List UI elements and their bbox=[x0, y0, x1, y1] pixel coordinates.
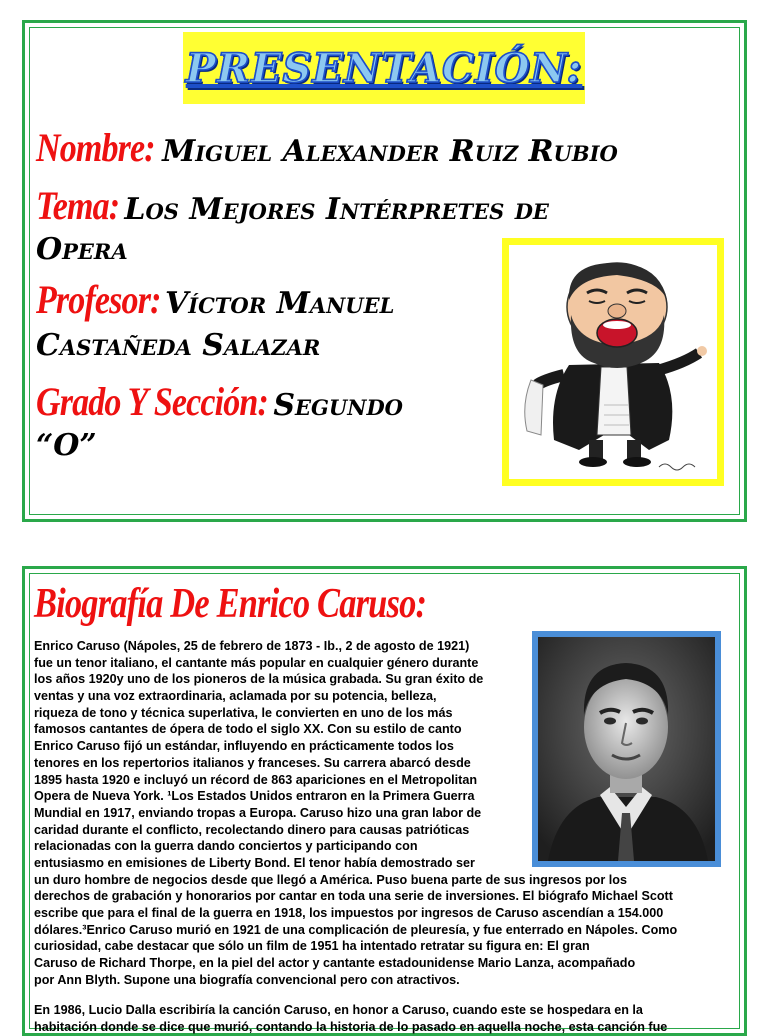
topic-label: Tema: bbox=[36, 183, 120, 228]
bio-line: ventas y una voz extraordinaria, aclamada por su potencia, belleza, bbox=[34, 689, 437, 704]
bio-line: fue un tenor italiano, el cantante más popular en cualquier género durante bbox=[34, 655, 479, 670]
topic-row bbox=[36, 182, 549, 229]
grade-value: Segundo bbox=[273, 388, 403, 423]
bio-line: Mundial en 1917, enviando tropas a Europa. Caruso hizo una gran labor de bbox=[34, 805, 482, 820]
bio-line: relacionadas con la guerra dando conciertos y participando con bbox=[34, 839, 418, 854]
biography-paragraph-1 bbox=[34, 638, 734, 988]
bio-line: por Ann Blyth. Supone una biografía convencional pero con atractivos. bbox=[34, 972, 460, 987]
bio-line: escribe que para el final de la guerra en 1918, los impuestos por ingresos de Caruso ascendían a 154.000 bbox=[34, 906, 664, 920]
teacher-value: Víctor Manuel bbox=[164, 286, 395, 321]
presentation-banner bbox=[183, 32, 585, 104]
bio-line: En 1986, Lucio Dalla escribiría la canción Caruso, en honor a Caruso, cuando este se hospedara en la bbox=[34, 1003, 643, 1017]
teacher-value-cont: Castañeda Salazar bbox=[36, 328, 321, 363]
grade-value-cont: “O” bbox=[36, 428, 97, 463]
bio-line: 1895 hasta 1920 e incluyó un récord de 863 apariciones en el Metropolitan bbox=[34, 772, 478, 787]
name-row bbox=[36, 124, 618, 171]
bio-line: Enrico Caruso fijó un estándar, influyendo en prácticamente todos los bbox=[34, 739, 454, 754]
singer-caricature-illustration bbox=[509, 245, 717, 479]
bio-line: un duro hombre de negocios desde que llegó a América. Puso buena parte de sus ingresos por los bbox=[34, 872, 627, 887]
bio-line: Caruso de Richard Thorpe, en la piel del actor y cantante estadounidense Mario Lanza, acompañado bbox=[34, 956, 636, 971]
biography-paragraph-2 bbox=[34, 1002, 734, 1035]
bio-line: habitación donde se dice que murió, contando la historia de lo pasado en aquella noche, esta canción fue bbox=[34, 1019, 668, 1034]
bio-line: entusiasmo en emisiones de Liberty Bond. El tenor había demostrado ser bbox=[34, 855, 475, 870]
presentation-title: PRESENTACIÓN: bbox=[185, 44, 583, 92]
topic-value-cont: Opera bbox=[36, 232, 128, 267]
name-value: Miguel Alexander Ruiz Rubio bbox=[162, 134, 618, 169]
bio-line: derechos de grabación y honorarios por cantar en toda una serie de inversiones. El biógrafo Michael Scott bbox=[34, 889, 673, 904]
bio-line: tenores en los repertorios italianos y franceses. Su carrera abarcó desde bbox=[34, 755, 471, 770]
bio-line: caridad durante el conflicto, recolectando dinero para causas patrióticas bbox=[34, 822, 470, 837]
grade-label: Grado Y Sección: bbox=[36, 379, 268, 424]
teacher-row-2 bbox=[36, 328, 320, 363]
caricature-image bbox=[502, 238, 724, 486]
bio-line: riqueza de tono y técnica superlativa, le convierten en uno de los más bbox=[34, 705, 453, 720]
biography-title: Biografía De Enrico Caruso: bbox=[34, 581, 427, 627]
bio-line: Opera de Nueva York. ¹Los Estados Unidos entraron en la Primera Guerra bbox=[34, 789, 475, 804]
bio-line: famosos cantantes de ópera de todo el siglo XX. Con su estilo de canto bbox=[34, 722, 462, 737]
grade-row-2 bbox=[36, 428, 97, 463]
bio-line: los años 1920y uno de los pioneros de la música grabada. Su gran éxito de bbox=[34, 672, 484, 687]
teacher-label: Profesor: bbox=[36, 277, 161, 322]
grade-row bbox=[36, 378, 403, 425]
topic-value: Los Mejores Intérpretes de bbox=[124, 192, 549, 227]
topic-row-2 bbox=[36, 232, 128, 267]
teacher-row bbox=[36, 276, 394, 323]
bio-line: Enrico Caruso (Nápoles, 25 de febrero de 1873 - Ib., 2 de agosto de 1921) bbox=[34, 639, 470, 653]
bio-line: dólares.³Enrico Caruso murió en 1921 de una complicación de pleuresía, y fue enterrado en Nápoles. Como bbox=[34, 922, 678, 937]
bio-line: curiosidad, cabe destacar que sólo un film de 1951 ha intentado retratar su figura en: El gran bbox=[34, 939, 590, 954]
name-label: Nombre: bbox=[36, 125, 155, 170]
